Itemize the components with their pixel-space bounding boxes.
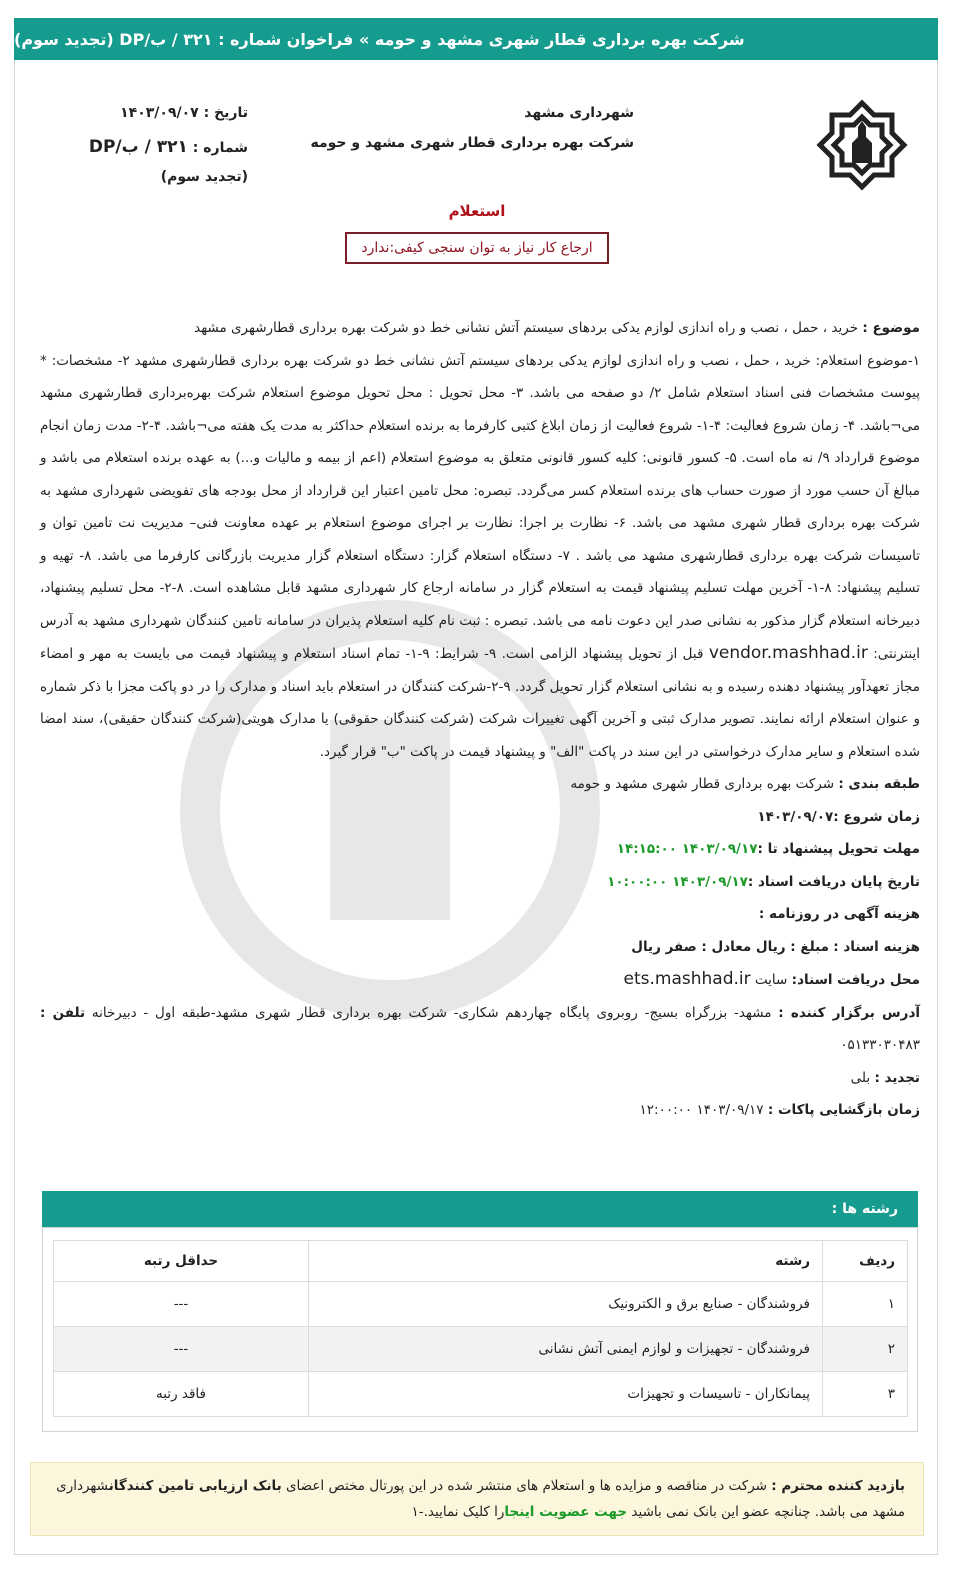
- col-min-rank: حداقل رتبه: [54, 1241, 309, 1282]
- org-company: شرکت بهره برداری قطار شهری مشهد و حومه: [310, 135, 634, 151]
- renew-label: تجدید :: [874, 1069, 920, 1086]
- docs-end-row: [40, 866, 920, 899]
- ets-url-link[interactable]: ets.mashhad.ir: [623, 969, 751, 989]
- number-label: شماره :: [192, 140, 248, 156]
- fields-table: [53, 1240, 908, 1417]
- fields-heading: رشته ها :: [831, 1201, 898, 1217]
- organizer-value: مشهد- بزرگراه بسیج- روبروی پایگاه چهاردهم شکاری- شرکت بهره برداری قطار شهری مشهد-طبقه اول - دبیرخانه: [91, 1004, 772, 1021]
- row-number: ۲: [823, 1327, 908, 1372]
- category-row: [40, 768, 920, 801]
- category-value: شرکت بهره برداری قطار شهری مشهد و حومه: [570, 776, 835, 792]
- doc-cost-row: [40, 931, 920, 964]
- conditions-paragraph: [40, 345, 920, 769]
- table-header-row: [54, 1241, 908, 1282]
- conditions-part2: قبل از تحویل پیشنهاد الزامی است. ۹- شرایط: ۹-۱- تمام اسناد استعلام و پیشنهاد قیمت می بایست به مهر و امضاء مجاز تعهدآور پیشنهاد دهنده رسیده و به نشانی استعلام گزار تحویل گردد. ۹-۲-شرکت کنندگان در استعلام باید اسناد و مدارک را در دو پاکت مجزا با ذکر شماره و عنوان استعلام ارائه نمایند. تصویر مدارک ثبتی و آخرین آگهی تغییرات شرکت (شرکت کنندگان حقوقی) یا مدارک هویتی(شرکت کنندگان حقیقی)، سند امضا شده استعلام و سایر مدارک درخواستی در این سند در پاکت "الف" و پیشنهاد قیمت در پاکت "ب" قرار گیرد.: [40, 646, 920, 760]
- ad-cost-label: هزینه آگهی در روزنامه :: [758, 906, 920, 922]
- row-number: ۱: [823, 1282, 908, 1327]
- opening-label: زمان بازگشایی پاکات :: [767, 1102, 920, 1118]
- table-row: [54, 1282, 908, 1327]
- fields-heading-bar: [42, 1191, 918, 1227]
- organizer-label: آدرس برگزار کننده :: [778, 1004, 920, 1021]
- subject-label: موضوع :: [862, 320, 920, 336]
- organizer-row: [40, 997, 920, 1062]
- doc-place-label: محل دریافت اسناد:: [791, 972, 920, 988]
- vendor-url-link[interactable]: vendor.mashhad.ir: [708, 643, 868, 663]
- document-body: [40, 312, 920, 1127]
- subject-paragraph: [40, 312, 920, 345]
- row-rank: فاقد رتبه: [54, 1372, 309, 1417]
- doc-place-row: [40, 963, 920, 997]
- notice-lead: بازدید کننده محترم :: [771, 1478, 905, 1494]
- org-municipality: شهرداری مشهد: [524, 105, 634, 121]
- deadline-label: مهلت تحویل پیشنهاد تا :: [757, 841, 920, 857]
- deadline-value: ۱۴۰۳/۰۹/۱۷ ۱۴:۱۵:۰۰: [616, 841, 758, 857]
- notice-text2: شهرداری مشهد می باشد. چنانچه عضو این بانک نمی باشید: [56, 1478, 905, 1520]
- docs-end-value: ۱۴۰۳/۰۹/۱۷ ۱۰:۰۰:۰۰: [607, 873, 748, 890]
- quality-assessment-note: ارجاع کار نیاز به توان سنجی کیفی:ندارد: [345, 232, 609, 264]
- renew-value: بلی: [850, 1069, 871, 1086]
- date-value: ۱۴۰۳/۰۹/۰۷: [120, 105, 199, 121]
- organization-block: [274, 98, 634, 158]
- document-title: استعلام: [448, 202, 506, 220]
- header-bar-title: شرکت بهره برداری قطار شهری مشهد و حومه » فراخوان شماره : ۳۲۱ / ب/DP (تجدید سوم): [14, 29, 745, 49]
- letter-meta: [48, 96, 248, 189]
- opening-row: [40, 1094, 920, 1127]
- conditions-part1: ۱-موضوع استعلام: خرید ، حمل ، نصب و راه اندازی لوازم یدکی بردهای سیستم آتش نشانی خط دو شرکت بهره برداری قطارشهری مشهد ۲- مشخصات: * پیوست مشخصات فنی اسناد استعلام شامل ۲/ دو صفحه می باشد. ۳- محل تحویل : محل تحویل موضوع استعلام شرکت بهره‌برداری قطارشهری مشهد می¬باشد. ۴- زمان شروع فعالیت: ۴-۱- شروع فعالیت از زمان ابلاغ کتبی کارفرما به برنده استعلام حداکثر به مدت یک هفته می¬باشد. ۴-۲- مدت زمان انجام موضوع قرارداد ۹/ نه ماه است. ۵- کسور قانونی: کلیه کسور قانونی متعلق به موضوع استعلام (اعم از بیمه و مالیات و...) به عهده برنده استعلام می باشد و مبالغ آن حسب مورد از صورت حساب های برنده استعلام کسر می‌گردد. تبصره: محل تامین اعتبار این قرارداد از محل بودجه های تفویضی شهرداری مشهد به شرکت بهره برداری قطار شهری مشهد می باشد. ۶- نظارت بر اجرا: نظارت بر اجرای موضوع استعلام بر عهده معاونت فنی– مدیریت نت تامین توان و تاسیسات شرکت بهره برداری قطارشهری مشهد می باشد . ۷- دستگاه استعلام گزار: دستگاه استعلام گزار مدیریت بازرگانی کارفرما می باشد. ۸- تهیه و تسلیم پیشنهاد: ۸-۱- آخرین مهلت تسلیم پیشنهاد قیمت به استعلام گزار در سامانه ارجاع کار شهرداری مشهد قابل مشاهده است. ۸-۲- محل تسلیم پیشنهاد، دبیرخانه استعلام گزار مذکور به نشانی صدر این دعوت نامه می باشد. تبصره : ثبت نام کلیه استعلام پذیران در سامانه تامین کنندگان شهرداری مشهد به آدرس اینترنتی:: [40, 352, 921, 662]
- visitor-notice: [30, 1462, 924, 1536]
- renew-row: [40, 1062, 920, 1095]
- start-row: [40, 801, 920, 834]
- row-field: پیمانکاران - تاسیسات و تجهیزات: [309, 1372, 823, 1417]
- number-row: [48, 130, 248, 165]
- col-row-number: ردیف: [823, 1241, 908, 1282]
- deadline-row: [40, 833, 920, 866]
- table-row: [54, 1327, 908, 1372]
- renewal-note: (تجدید سوم): [160, 169, 248, 185]
- subject-text: خرید ، حمل ، نصب و راه اندازی لوازم یدکی بردهای سیستم آتش نشانی خط دو شرکت بهره برداری قطارشهری مشهد: [194, 320, 859, 336]
- start-value: ۱۴۰۳/۰۹/۰۷: [757, 808, 834, 825]
- date-label: تاریخ :: [203, 105, 248, 121]
- date-row: [48, 96, 248, 130]
- phone-label: تلفن :: [40, 1004, 86, 1021]
- row-number: ۳: [823, 1372, 908, 1417]
- docs-end-label: تاریخ پایان دریافت اسناد :: [747, 873, 920, 890]
- row-rank: ---: [54, 1327, 309, 1372]
- row-field: فروشندگان - تجهیزات و لوازم ایمنی آتش نشانی: [309, 1327, 823, 1372]
- notice-text3: را کلیک نمایید.-۱: [411, 1504, 505, 1520]
- mashhad-municipality-logo-icon: [812, 95, 912, 195]
- row-field: فروشندگان - صنایع برق و الکترونیک: [309, 1282, 823, 1327]
- start-label: زمان شروع :: [833, 808, 920, 825]
- opening-value: ۱۴۰۳/۰۹/۱۷ ۱۲:۰۰:۰۰: [639, 1102, 764, 1118]
- category-label: طبقه بندی :: [838, 776, 920, 792]
- doc-cost-label: هزینه اسناد :: [833, 938, 920, 955]
- number-value: ۳۲۱ / ب/DP: [88, 137, 188, 157]
- phone-value: ۰۵۱۳۳۰۳۰۴۸۳: [840, 1037, 920, 1053]
- table-row: [54, 1372, 908, 1417]
- membership-link[interactable]: جهت عضویت اینجا: [504, 1504, 628, 1520]
- doc-place-prefix: سایت: [754, 972, 788, 988]
- notice-bank: بانک ارزیابی تامین کنندگان: [108, 1478, 282, 1494]
- header-bar: [14, 18, 938, 60]
- notice-text1: شرکت در مناقصه و مزایده ها و استعلام های منتشر شده در این پورتال مختص اعضای: [285, 1478, 767, 1494]
- doc-cost-value: مبلغ : ریال معادل : صفر ریال: [631, 938, 829, 955]
- row-rank: ---: [54, 1282, 309, 1327]
- col-field: رشته: [309, 1241, 823, 1282]
- ad-cost-row: [40, 898, 920, 931]
